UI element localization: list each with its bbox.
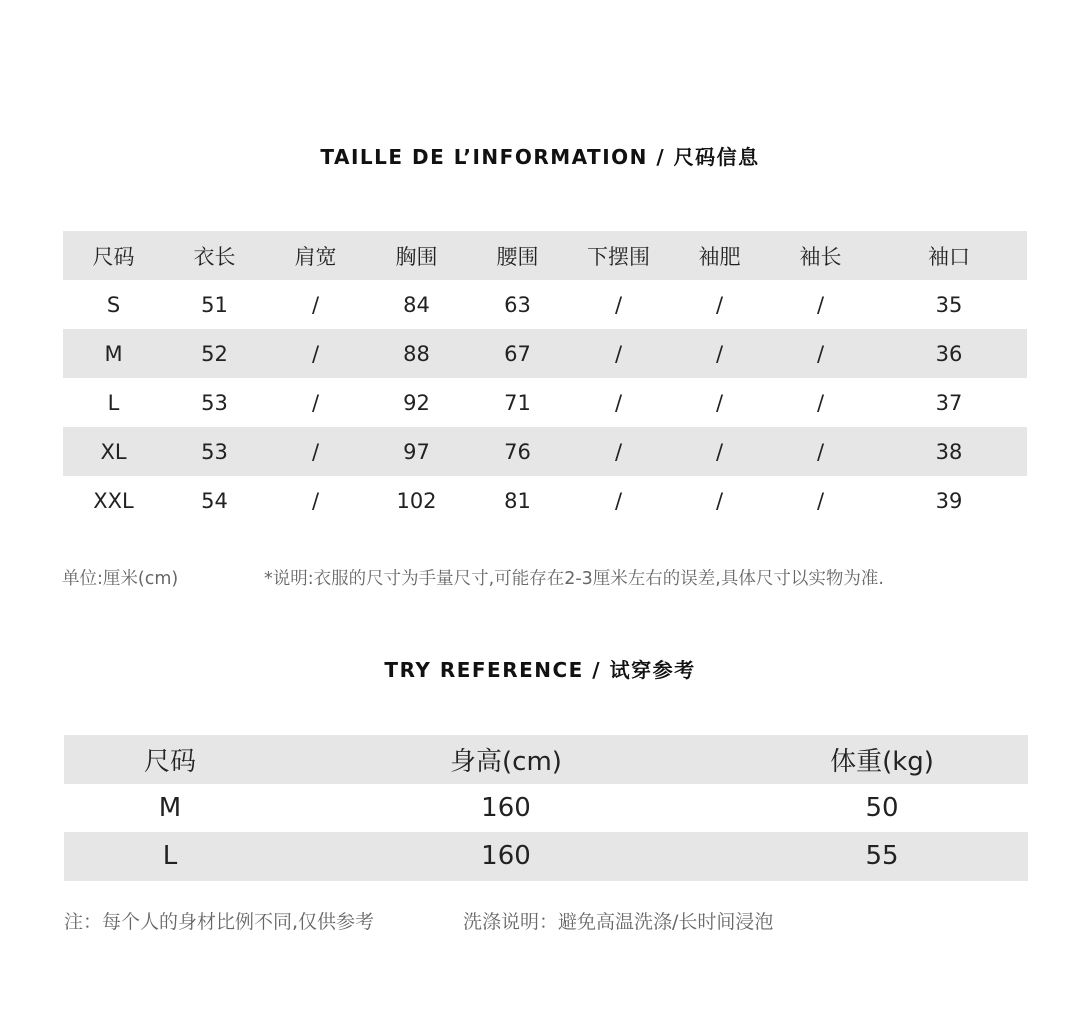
header-sleeve-length: 袖长 [770, 231, 871, 280]
table-cell: / [311, 292, 320, 317]
header-hem: 下摆围 [568, 231, 669, 280]
table-cell: 84 [403, 292, 430, 317]
table-row [63, 476, 1027, 525]
table-cell: 76 [467, 427, 568, 476]
unit-note: 单位:厘米(cm) [62, 569, 179, 589]
table-cell: S [106, 292, 121, 317]
table-cell: 160 [481, 792, 531, 823]
table-row [63, 427, 1027, 476]
table-cell: 81 [504, 488, 531, 513]
table-cell: / [816, 390, 825, 415]
size-table-header-row [63, 231, 1027, 280]
try-table-header-row [64, 735, 1028, 784]
table-cell: / [614, 488, 623, 513]
table-row [64, 784, 1028, 833]
table-cell: L [107, 390, 120, 415]
table-cell: 39 [935, 488, 963, 513]
table-cell: M [158, 792, 182, 823]
table-row [63, 329, 1027, 378]
table-cell: / [568, 329, 669, 378]
table-cell: 53 [201, 390, 228, 415]
header-size: 尺码 [63, 231, 164, 280]
table-cell: 71 [504, 390, 531, 415]
table-cell: 160 [276, 832, 736, 881]
table-cell: 92 [403, 390, 430, 415]
header-shoulder: 肩宽 [265, 231, 366, 280]
table-cell: / [265, 329, 366, 378]
table-cell: / [669, 427, 770, 476]
table-cell: / [265, 427, 366, 476]
table-cell: 51 [201, 292, 228, 317]
table-cell: 52 [164, 329, 265, 378]
table-cell: / [770, 427, 871, 476]
table-cell: 63 [504, 292, 531, 317]
table-cell: 36 [871, 329, 1027, 378]
table-cell: 67 [467, 329, 568, 378]
header-height: 身高(cm) [276, 735, 736, 784]
header-sleeve-width: 袖肥 [669, 231, 770, 280]
table-cell: / [715, 292, 724, 317]
header-size: 尺码 [64, 735, 276, 784]
try-reference-table [64, 735, 1028, 881]
table-cell: / [614, 292, 623, 317]
table-cell: / [311, 390, 320, 415]
table-cell: / [311, 488, 320, 513]
table-cell: 88 [366, 329, 467, 378]
table-cell: 50 [865, 792, 899, 823]
table-cell: 38 [871, 427, 1027, 476]
header-waist: 腰围 [467, 231, 568, 280]
table-cell: 97 [366, 427, 467, 476]
table-cell: M [63, 329, 164, 378]
measurement-note: *说明:衣服的尺寸为手量尺寸,可能存在2-3厘米左右的误差,具体尺寸以实物为准. [264, 569, 884, 589]
table-cell: L [64, 832, 276, 881]
table-cell: / [669, 329, 770, 378]
table-cell: / [770, 329, 871, 378]
header-chest: 胸围 [366, 231, 467, 280]
table-cell: 35 [935, 292, 963, 317]
table-cell: 37 [935, 390, 963, 415]
try-reference-title: TRY REFERENCE / 试穿参考 [384, 658, 696, 682]
header-length: 衣长 [164, 231, 265, 280]
table-cell: / [568, 427, 669, 476]
size-info-table [63, 231, 1027, 525]
table-cell: XXL [93, 488, 134, 513]
table-cell: / [715, 488, 724, 513]
table-cell: / [816, 488, 825, 513]
table-cell: / [715, 390, 724, 415]
table-cell: 54 [201, 488, 228, 513]
size-info-title: TAILLE DE L’INFORMATION / 尺码信息 [320, 145, 760, 169]
table-cell: 55 [736, 832, 1028, 881]
table-cell: / [614, 390, 623, 415]
header-weight: 体重(kg) [736, 735, 1028, 784]
table-row [63, 378, 1027, 427]
table-row [63, 280, 1027, 329]
table-cell: 102 [396, 488, 437, 513]
table-cell: 53 [164, 427, 265, 476]
fit-note: 注：每个人的身材比例不同,仅供参考 [64, 911, 375, 933]
header-cuff: 袖口 [871, 231, 1027, 280]
table-cell: XL [63, 427, 164, 476]
washing-note: 洗涤说明：避免高温洗涤/长时间浸泡 [463, 911, 774, 933]
table-row [64, 832, 1028, 881]
table-cell: / [816, 292, 825, 317]
